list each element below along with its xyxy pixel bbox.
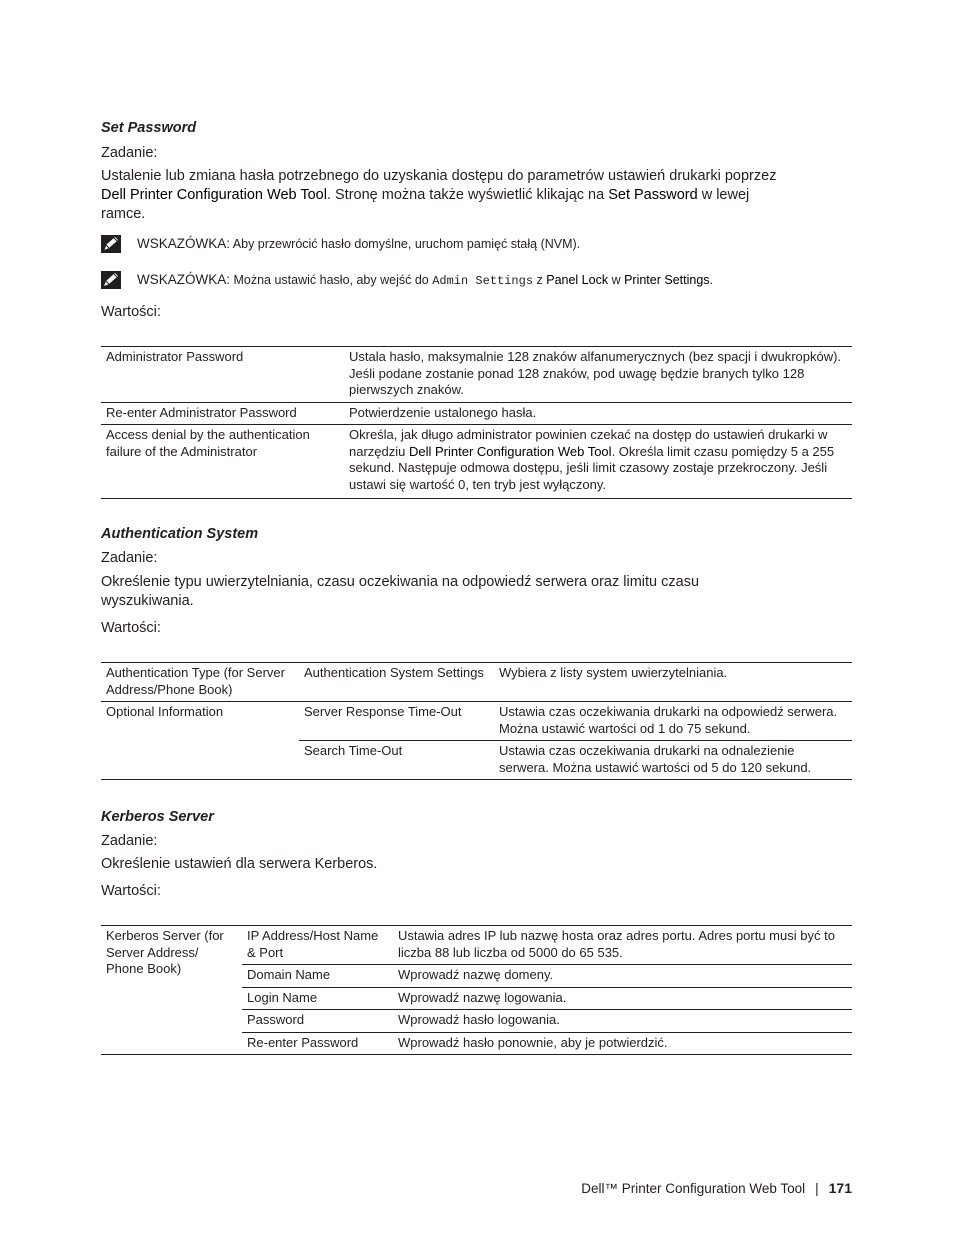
- values-label: Wartości:: [101, 883, 161, 899]
- task-description: Określenie typu uwierzytelniania, czasu oczekiwania na odpowiedź serwera oraz limitu czasu wyszukiwania.: [101, 574, 700, 609]
- note-label: WSKAZÓWKA:: [137, 272, 231, 287]
- authentication-system-table: [101, 662, 852, 780]
- table-cell-desc: Określa, jak długo administrator powinien czekać na dostęp do ustawień drukarki w narzędziu Dell Printer Configuration Web Tool. Określa limit czasu pomiędzy 5 a 255 sekund. Następuje odmowa dostępu, jeśli limit czasowy zostaje przekroczony. Jeśli ustawi się wartość 0, ten tryb jest wyłączony.: [344, 425, 852, 499]
- kerberos-server-table: [101, 925, 852, 1055]
- task-description: Określenie ustawień dla serwera Kerberos.: [101, 856, 378, 872]
- table-cell-name: Access denial by the authentication failure of the Administrator: [101, 425, 344, 499]
- table-row: [101, 663, 852, 702]
- table-cell-desc: Wprowadź hasło ponownie, aby je potwierdzić.: [393, 1032, 852, 1055]
- note-admin-settings: WSKAZÓWKA: Można ustawić hasło, aby wejść do Admin Settings z Panel Lock w Printer Settings.: [101, 271, 713, 290]
- note-pencil-icon: [101, 235, 121, 253]
- note-nvm: WSKAZÓWKA: Aby przewrócić hasło domyślne, uruchom pamięć stałą (NVM).: [101, 235, 580, 253]
- table-cell-name: Authentication Type (for Server Address/Phone Book): [101, 663, 299, 702]
- table-row: [101, 402, 852, 425]
- table-cell-desc: Wprowadź nazwę logowania.: [393, 987, 852, 1010]
- table-cell-name: Optional Information: [101, 702, 299, 780]
- table-row: [101, 926, 852, 965]
- footer-separator: |: [815, 1180, 819, 1196]
- task-description: Ustalenie lub zmiana hasła potrzebnego do uzyskania dostępu do parametrów ustawień drukarki poprzez Dell Printer Configuration Web Tool. Stronę można także wyświetlić klikając na Set Password w lewej ramce.: [101, 168, 777, 222]
- task-label: Zadanie:: [101, 145, 158, 161]
- values-label: Wartości:: [101, 620, 161, 636]
- table-row: [101, 347, 852, 403]
- table-cell-desc: Ustawia czas oczekiwania drukarki na odnalezienie serwera. Można ustawić wartości od 5 do 120 sekund.: [494, 741, 852, 780]
- table-cell-name: Administrator Password: [101, 347, 344, 403]
- table-cell-setting: Server Response Time-Out: [299, 702, 494, 741]
- note-pencil-icon: [101, 271, 121, 289]
- table-cell-setting: IP Address/Host Name & Port: [242, 926, 393, 965]
- table-cell-setting: Authentication System Settings: [299, 663, 494, 702]
- table-cell-setting: Re-enter Password: [242, 1032, 393, 1055]
- page-number: 171: [828, 1180, 852, 1196]
- table-row: [101, 702, 852, 741]
- table-cell-group: Kerberos Server (for Server Address/ Phone Book): [101, 926, 242, 1055]
- task-label: Zadanie:: [101, 550, 158, 566]
- page-footer: [581, 1180, 852, 1196]
- table-cell-name: Re-enter Administrator Password: [101, 402, 344, 425]
- table-cell-setting: Login Name: [242, 987, 393, 1010]
- table-cell-setting: Password: [242, 1010, 393, 1033]
- section-title-authentication-system: Authentication System: [101, 526, 259, 542]
- task-label: Zadanie:: [101, 833, 158, 849]
- values-label: Wartości:: [101, 304, 161, 320]
- table-cell-desc: Wprowadź nazwę domeny.: [393, 965, 852, 988]
- set-password-table: [101, 346, 852, 499]
- section-title-kerberos-server: Kerberos Server: [101, 809, 214, 825]
- table-cell-desc: Ustawia czas oczekiwania drukarki na odpowiedź serwera. Można ustawić wartości od 1 do 75 sekund.: [494, 702, 852, 741]
- table-cell-desc: Ustala hasło, maksymalnie 128 znaków alfanumerycznych (bez spacji i dwukropków). Jeśli podane zostanie ponad 128 znaków, pod uwagę będzie branych tylko 128 pierwszych znaków.: [344, 347, 852, 403]
- table-cell-desc: Potwierdzenie ustalonego hasła.: [344, 402, 852, 425]
- table-cell-desc: Wprowadź hasło logowania.: [393, 1010, 852, 1033]
- table-cell-desc: Wybiera z listy system uwierzytelniania.: [494, 663, 852, 702]
- table-cell-setting: Domain Name: [242, 965, 393, 988]
- table-cell-setting: Search Time-Out: [299, 741, 494, 780]
- note-label: WSKAZÓWKA:: [137, 236, 231, 251]
- table-cell-desc: Ustawia adres IP lub nazwę hosta oraz adres portu. Adres portu musi być to liczba 88 lub liczba od 5000 do 65 535.: [393, 926, 852, 965]
- section-title-set-password: Set Password: [101, 120, 197, 136]
- table-row: [101, 425, 852, 499]
- footer-title: Dell™ Printer Configuration Web Tool: [581, 1180, 806, 1196]
